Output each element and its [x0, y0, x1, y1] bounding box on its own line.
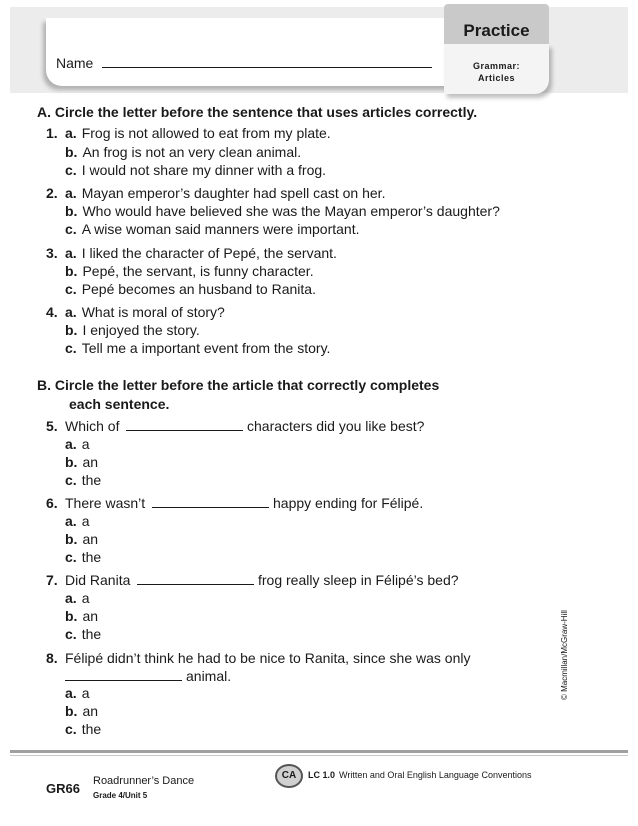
answer-blank[interactable]	[126, 430, 243, 431]
answer-option[interactable]	[65, 340, 330, 356]
option-text: Mayan emperor’s daughter had spell cast on her.	[81, 185, 386, 201]
answer-option[interactable]	[65, 513, 89, 529]
option-letter: b.	[65, 263, 78, 279]
name-label: Name	[56, 55, 94, 71]
answer-option[interactable]	[65, 454, 98, 470]
question-number: 3.	[46, 245, 58, 261]
option-letter: b.	[65, 608, 78, 624]
answer-option[interactable]	[65, 125, 331, 141]
question-number: 8.	[46, 650, 58, 666]
question-number: 4.	[46, 304, 58, 320]
option-letter: b.	[65, 454, 78, 470]
standard-text: Written and Oral English Language Conventions	[339, 770, 532, 780]
option-text: Tell me a important event from the story.	[81, 340, 331, 356]
option-letter: b.	[65, 703, 78, 719]
option-text: the	[81, 626, 102, 642]
option-text: What is moral of story?	[81, 304, 225, 320]
question-prompt-start: Félipé didn’t think he had to be nice to Ranita, since she was only	[65, 650, 471, 666]
answer-blank[interactable]	[65, 680, 182, 681]
option-letter: a.	[65, 436, 77, 452]
question-number: 6.	[46, 495, 58, 511]
answer-option[interactable]	[65, 626, 101, 642]
option-text: I enjoyed the story.	[82, 322, 200, 338]
option-text: a	[81, 436, 90, 452]
option-text: Who would have believed she was the Mayan emperor’s daughter?	[82, 203, 500, 219]
option-letter: a.	[65, 304, 77, 320]
answer-option[interactable]	[65, 472, 101, 488]
practice-label: Practice	[463, 21, 530, 40]
option-text: an	[82, 703, 99, 719]
answer-option[interactable]	[65, 721, 101, 737]
option-letter: c.	[65, 626, 77, 642]
question-number: 7.	[46, 572, 58, 588]
answer-option[interactable]	[65, 162, 326, 178]
option-letter: c.	[65, 340, 77, 356]
option-letter: a.	[65, 185, 77, 201]
option-letter: c.	[65, 721, 77, 737]
question-prompt-end: animal.	[186, 668, 232, 684]
answer-blank[interactable]	[152, 507, 269, 508]
answer-option[interactable]	[65, 304, 225, 320]
option-letter: c.	[65, 472, 77, 488]
option-letter: a.	[65, 513, 77, 529]
option-letter: b.	[65, 322, 78, 338]
option-letter: a.	[65, 125, 77, 141]
story-title: Roadrunner’s Dance	[93, 775, 195, 787]
section-b-heading-cont: each sentence.	[69, 396, 170, 412]
answer-option[interactable]	[65, 531, 98, 547]
question-prompt-end: frog really sleep in Félipé’s bed?	[258, 572, 459, 588]
section-b-heading: B. Circle the letter before the article that correctly completes	[37, 377, 440, 393]
option-letter: b.	[65, 531, 78, 547]
question-number: 1.	[46, 125, 58, 141]
standard-code: LC 1.0	[308, 770, 336, 780]
answer-option[interactable]	[65, 185, 385, 201]
answer-option[interactable]	[65, 281, 316, 297]
option-letter: b.	[65, 144, 78, 160]
answer-option[interactable]	[65, 549, 101, 565]
answer-option[interactable]	[65, 144, 301, 160]
subject-label	[444, 60, 549, 84]
option-text: Pepé becomes an husband to Ranita.	[81, 281, 316, 297]
option-letter: a.	[65, 245, 77, 261]
name-card	[46, 18, 466, 86]
question-prompt-start: Which of	[65, 418, 120, 434]
answer-option[interactable]	[65, 245, 337, 261]
name-field[interactable]	[102, 67, 432, 68]
answer-blank[interactable]	[137, 584, 254, 585]
option-text: the	[81, 549, 102, 565]
footer-rule	[10, 750, 628, 753]
question-prompt-end: characters did you like best?	[247, 418, 425, 434]
option-text: I would not share my dinner with a frog.	[81, 162, 327, 178]
option-letter: b.	[65, 203, 78, 219]
answer-option[interactable]	[65, 203, 500, 219]
standard-label	[308, 770, 531, 780]
answer-option[interactable]	[65, 221, 359, 237]
option-letter: a.	[65, 590, 77, 606]
ca-logo-icon: CA	[275, 764, 303, 788]
option-text: Frog is not allowed to eat from my plate.	[81, 125, 331, 141]
question-prompt-end: happy ending for Félipé.	[273, 495, 424, 511]
subject-line-2: Articles	[477, 73, 516, 83]
answer-option[interactable]	[65, 322, 200, 338]
option-text: a	[81, 685, 90, 701]
answer-option[interactable]	[65, 703, 98, 719]
option-text: the	[81, 472, 102, 488]
subject-line-1: Grammar:	[472, 61, 521, 71]
option-letter: c.	[65, 549, 77, 565]
option-text: an	[82, 531, 99, 547]
grade-unit: Grade 4/Unit 5	[93, 791, 148, 800]
option-text: a	[81, 513, 90, 529]
option-text: the	[81, 721, 102, 737]
answer-option[interactable]	[65, 608, 98, 624]
option-letter: c.	[65, 221, 77, 237]
section-a-heading: A. Circle the letter before the sentence that uses articles correctly.	[37, 104, 478, 120]
answer-option[interactable]	[65, 263, 314, 279]
option-text: Pepé, the servant, is funny character.	[82, 263, 314, 279]
option-text: I liked the character of Pepé, the servant.	[81, 245, 337, 261]
option-text: an	[82, 454, 99, 470]
option-letter: a.	[65, 685, 77, 701]
answer-option[interactable]	[65, 436, 89, 452]
option-text: An frog is not an very clean animal.	[82, 144, 302, 160]
question-prompt-start: There wasn’t	[65, 495, 146, 511]
option-letter: c.	[65, 162, 77, 178]
question-prompt-start: Did Ranita	[65, 572, 131, 588]
page-code: GR66	[46, 781, 80, 796]
answer-option[interactable]	[65, 685, 89, 701]
answer-option[interactable]	[65, 590, 89, 606]
option-text: A wise woman said manners were important.	[81, 221, 360, 237]
footer-rule-thin	[10, 755, 628, 756]
question-number: 5.	[46, 418, 58, 434]
question-number: 2.	[46, 185, 58, 201]
option-text: a	[81, 590, 90, 606]
copyright-notice: © Macmillan/McGraw-Hill	[560, 610, 569, 700]
option-text: an	[82, 608, 99, 624]
option-letter: c.	[65, 281, 77, 297]
